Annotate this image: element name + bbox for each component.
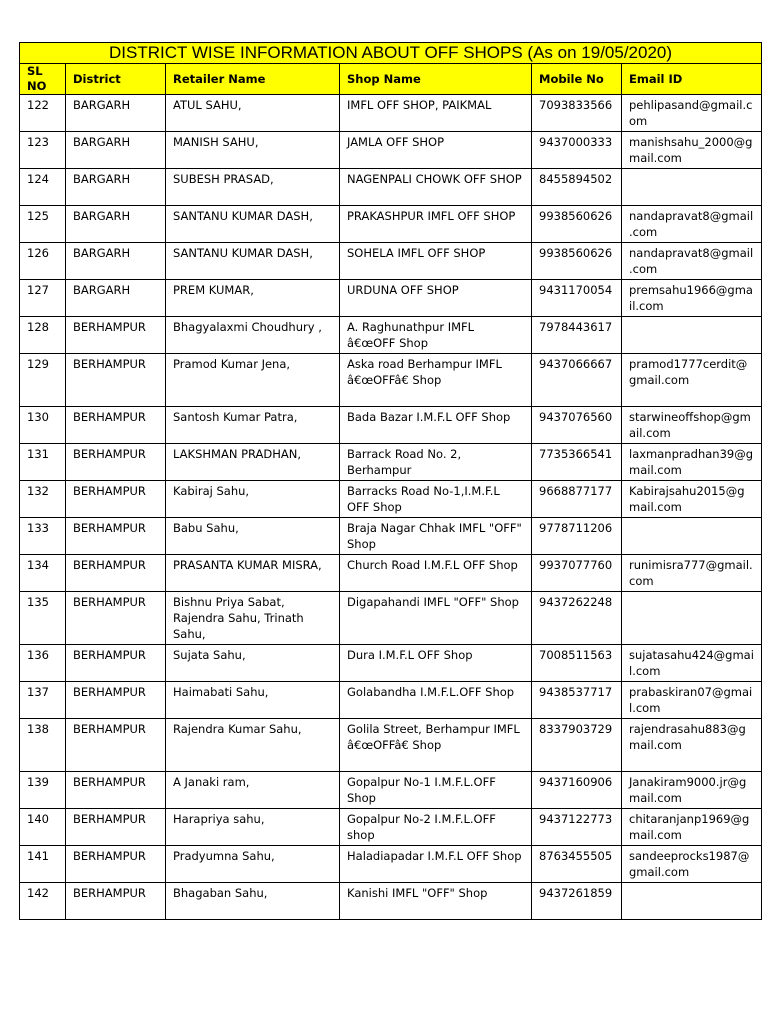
sl-no-cell: 125: [20, 206, 66, 243]
sl-no-cell: 132: [20, 481, 66, 518]
district-cell: BERHAMPUR: [66, 719, 166, 772]
email-cell: prabaskiran07@gmail.com: [622, 682, 762, 719]
retailer-name-cell: LAKSHMAN PRADHAN,: [166, 444, 340, 481]
mobile-no-cell: 7008511563: [532, 645, 622, 682]
table-row: [20, 645, 762, 682]
mobile-no-cell: 7735366541: [532, 444, 622, 481]
shop-name-cell: Braja Nagar Chhak IMFL "OFF" Shop: [340, 518, 532, 555]
sl-no-cell: 131: [20, 444, 66, 481]
mobile-no-cell: 9437262248: [532, 592, 622, 645]
email-cell: premsahu1966@gmail.com: [622, 280, 762, 317]
email-cell: sujatasahu424@gmail.com: [622, 645, 762, 682]
email-cell: rajendrasahu883@gmail.com: [622, 719, 762, 772]
shop-name-cell: A. Raghunathpur IMFL â€œOFF Shop: [340, 317, 532, 354]
district-cell: BERHAMPUR: [66, 846, 166, 883]
district-cell: BERHAMPUR: [66, 444, 166, 481]
table-row: [20, 317, 762, 354]
retailer-name-cell: Bishnu Priya Sabat, Rajendra Sahu, Trinath Sahu,: [166, 592, 340, 645]
email-cell: nandapravat8@gmail.com: [622, 206, 762, 243]
table-row: [20, 243, 762, 280]
email-cell: pramod1777cerdit@gmail.com: [622, 354, 762, 407]
sl-no-cell: 133: [20, 518, 66, 555]
sl-no-cell: 136: [20, 645, 66, 682]
shop-name-cell: Golila Street, Berhampur IMFL â€œOFFâ€ Shop: [340, 719, 532, 772]
email-cell: starwineoffshop@gmail.com: [622, 407, 762, 444]
email-cell: [622, 169, 762, 206]
district-cell: BERHAMPUR: [66, 809, 166, 846]
header-retailer-name: Retailer Name: [166, 64, 340, 95]
table-row: [20, 407, 762, 444]
header-district: District: [66, 64, 166, 95]
table-row: [20, 719, 762, 772]
shop-name-cell: Gopalpur No-2 I.M.F.L.OFF shop: [340, 809, 532, 846]
mobile-no-cell: 9438537717: [532, 682, 622, 719]
retailer-name-cell: ATUL SAHU,: [166, 95, 340, 132]
sl-no-cell: 138: [20, 719, 66, 772]
sl-no-cell: 134: [20, 555, 66, 592]
retailer-name-cell: Rajendra Kumar Sahu,: [166, 719, 340, 772]
sheet-title: DISTRICT WISE INFORMATION ABOUT OFF SHOPS (As on 19/05/2020): [20, 43, 762, 64]
retailer-name-cell: PREM KUMAR,: [166, 280, 340, 317]
mobile-no-cell: 8763455505: [532, 846, 622, 883]
mobile-no-cell: 9668877177: [532, 481, 622, 518]
email-cell: [622, 592, 762, 645]
retailer-name-cell: Bhagyalaxmi Choudhury ,: [166, 317, 340, 354]
mobile-no-cell: 8455894502: [532, 169, 622, 206]
table-row: [20, 772, 762, 809]
retailer-name-cell: Haimabati Sahu,: [166, 682, 340, 719]
retailer-name-cell: SANTANU KUMAR DASH,: [166, 243, 340, 280]
retailer-name-cell: PRASANTA KUMAR MISRA,: [166, 555, 340, 592]
mobile-no-cell: 9437000333: [532, 132, 622, 169]
sl-no-cell: 141: [20, 846, 66, 883]
table-row: [20, 169, 762, 206]
shop-name-cell: URDUNA OFF SHOP: [340, 280, 532, 317]
email-cell: nandapravat8@gmail.com: [622, 243, 762, 280]
mobile-no-cell: 9431170054: [532, 280, 622, 317]
table-body: [20, 95, 762, 920]
district-cell: BARGARH: [66, 132, 166, 169]
table-row: [20, 592, 762, 645]
district-cell: BERHAMPUR: [66, 354, 166, 407]
mobile-no-cell: 9437076560: [532, 407, 622, 444]
district-cell: BERHAMPUR: [66, 772, 166, 809]
table-row: [20, 206, 762, 243]
table-row: [20, 555, 762, 592]
email-cell: sandeeprocks1987@gmail.com: [622, 846, 762, 883]
shop-name-cell: Church Road I.M.F.L OFF Shop: [340, 555, 532, 592]
shop-name-cell: Gopalpur No-1 I.M.F.L.OFF Shop: [340, 772, 532, 809]
table-row: [20, 518, 762, 555]
mobile-no-cell: 8337903729: [532, 719, 622, 772]
sl-no-cell: 123: [20, 132, 66, 169]
mobile-no-cell: 7978443617: [532, 317, 622, 354]
off-shops-table: [19, 42, 762, 920]
retailer-name-cell: Kabiraj Sahu,: [166, 481, 340, 518]
mobile-no-cell: 9937077760: [532, 555, 622, 592]
shop-name-cell: IMFL OFF SHOP, PAIKMAL: [340, 95, 532, 132]
district-cell: BARGARH: [66, 243, 166, 280]
table-row: [20, 682, 762, 719]
sl-no-cell: 142: [20, 883, 66, 920]
sl-no-cell: 122: [20, 95, 66, 132]
mobile-no-cell: 9437261859: [532, 883, 622, 920]
header-sl-no: SL NO: [20, 64, 66, 95]
header-row: [20, 64, 762, 95]
district-cell: BERHAMPUR: [66, 407, 166, 444]
email-cell: [622, 518, 762, 555]
mobile-no-cell: 9938560626: [532, 206, 622, 243]
sl-no-cell: 130: [20, 407, 66, 444]
table-row: [20, 95, 762, 132]
retailer-name-cell: Pramod Kumar Jena,: [166, 354, 340, 407]
district-cell: BERHAMPUR: [66, 317, 166, 354]
district-cell: BERHAMPUR: [66, 518, 166, 555]
mobile-no-cell: 9437066667: [532, 354, 622, 407]
shop-name-cell: NAGENPALI CHOWK OFF SHOP: [340, 169, 532, 206]
email-cell: [622, 883, 762, 920]
sl-no-cell: 139: [20, 772, 66, 809]
sl-no-cell: 126: [20, 243, 66, 280]
table-row: [20, 809, 762, 846]
sl-no-cell: 135: [20, 592, 66, 645]
district-cell: BERHAMPUR: [66, 883, 166, 920]
header-mobile-no: Mobile No: [532, 64, 622, 95]
shop-name-cell: Haladiapadar I.M.F.L OFF Shop: [340, 846, 532, 883]
district-cell: BERHAMPUR: [66, 481, 166, 518]
shop-name-cell: Bada Bazar I.M.F.L OFF Shop: [340, 407, 532, 444]
shop-name-cell: Golabandha I.M.F.L.OFF Shop: [340, 682, 532, 719]
email-cell: Kabirajsahu2015@gmail.com: [622, 481, 762, 518]
sl-no-cell: 128: [20, 317, 66, 354]
mobile-no-cell: 9437160906: [532, 772, 622, 809]
table-row: [20, 883, 762, 920]
sl-no-cell: 124: [20, 169, 66, 206]
retailer-name-cell: Babu Sahu,: [166, 518, 340, 555]
retailer-name-cell: Pradyumna Sahu,: [166, 846, 340, 883]
sl-no-cell: 129: [20, 354, 66, 407]
district-cell: BARGARH: [66, 95, 166, 132]
shop-name-cell: Barracks Road No-1,I.M.F.L OFF Shop: [340, 481, 532, 518]
table-row: [20, 280, 762, 317]
table-row: [20, 444, 762, 481]
mobile-no-cell: 9938560626: [532, 243, 622, 280]
retailer-name-cell: Bhagaban Sahu,: [166, 883, 340, 920]
retailer-name-cell: Santosh Kumar Patra,: [166, 407, 340, 444]
district-cell: BERHAMPUR: [66, 645, 166, 682]
shop-name-cell: PRAKASHPUR IMFL OFF SHOP: [340, 206, 532, 243]
shop-name-cell: Digapahandi IMFL "OFF" Shop: [340, 592, 532, 645]
shop-name-cell: SOHELA IMFL OFF SHOP: [340, 243, 532, 280]
shop-name-cell: Barrack Road No. 2, Berhampur: [340, 444, 532, 481]
shop-name-cell: Kanishi IMFL "OFF" Shop: [340, 883, 532, 920]
email-cell: pehlipasand@gmail.com: [622, 95, 762, 132]
email-cell: runimisra777@gmail.com: [622, 555, 762, 592]
email-cell: [622, 317, 762, 354]
district-cell: BARGARH: [66, 206, 166, 243]
email-cell: laxmanpradhan39@gmail.com: [622, 444, 762, 481]
table-row: [20, 132, 762, 169]
retailer-name-cell: SUBESH PRASAD,: [166, 169, 340, 206]
email-cell: Janakiram9000.jr@gmail.com: [622, 772, 762, 809]
header-shop-name: Shop Name: [340, 64, 532, 95]
table-row: [20, 354, 762, 407]
retailer-name-cell: Harapriya sahu,: [166, 809, 340, 846]
shop-name-cell: Dura I.M.F.L OFF Shop: [340, 645, 532, 682]
mobile-no-cell: 9437122773: [532, 809, 622, 846]
district-cell: BERHAMPUR: [66, 555, 166, 592]
district-cell: BERHAMPUR: [66, 682, 166, 719]
sl-no-cell: 127: [20, 280, 66, 317]
retailer-name-cell: MANISH SAHU,: [166, 132, 340, 169]
email-cell: manishsahu_2000@gmail.com: [622, 132, 762, 169]
table-row: [20, 481, 762, 518]
email-cell: chitaranjanp1969@gmail.com: [622, 809, 762, 846]
mobile-no-cell: 7093833566: [532, 95, 622, 132]
district-cell: BARGARH: [66, 169, 166, 206]
sl-no-cell: 137: [20, 682, 66, 719]
district-cell: BARGARH: [66, 280, 166, 317]
retailer-name-cell: Sujata Sahu,: [166, 645, 340, 682]
shop-name-cell: JAMLA OFF SHOP: [340, 132, 532, 169]
header-email-id: Email ID: [622, 64, 762, 95]
sl-no-cell: 140: [20, 809, 66, 846]
shop-name-cell: Aska road Berhampur IMFL â€œOFFâ€ Shop: [340, 354, 532, 407]
district-cell: BERHAMPUR: [66, 592, 166, 645]
retailer-name-cell: A Janaki ram,: [166, 772, 340, 809]
table-row: [20, 846, 762, 883]
retailer-name-cell: SANTANU KUMAR DASH,: [166, 206, 340, 243]
mobile-no-cell: 9778711206: [532, 518, 622, 555]
